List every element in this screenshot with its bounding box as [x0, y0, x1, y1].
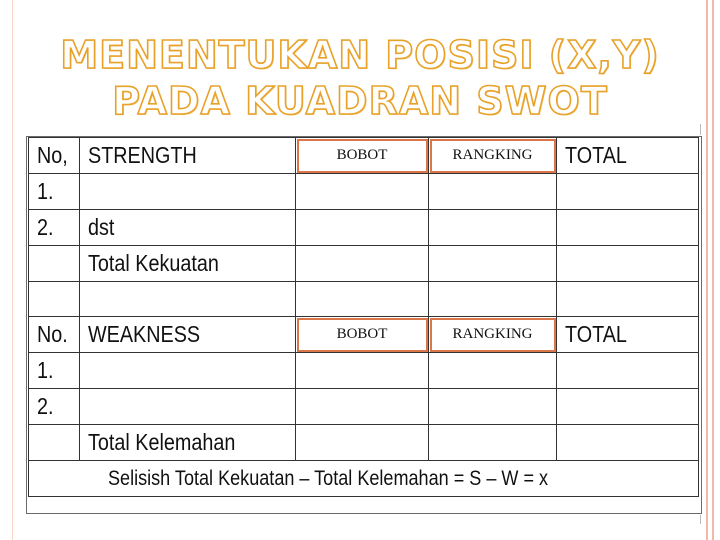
weakness-row-2-no: 2.: [29, 389, 80, 425]
strength-row-1-bobot: [296, 174, 429, 210]
weakness-row-2-name: [80, 389, 296, 425]
strength-bobot-header: BOBOT: [296, 138, 429, 174]
weakness-row-1-name: [80, 353, 296, 389]
strength-total-no: [29, 246, 80, 282]
strength-no-header: No,: [29, 138, 80, 174]
weakness-row-1-rangking: [429, 353, 557, 389]
weakness-row-2-rangking: [429, 389, 557, 425]
strength-row-2-no: 2.: [29, 210, 80, 246]
table-row: [29, 210, 699, 246]
weakness-total-label: Total Kelemahan: [80, 425, 296, 461]
weakness-row-1-no: 1.: [29, 353, 80, 389]
weakness-no-header: No.: [29, 317, 80, 353]
table-row: [29, 389, 699, 425]
slide-title-line-1: MENENTUKAN POSISI (X,Y): [60, 33, 660, 77]
slide-title-line-2: PADA KUADRAN SWOT: [112, 79, 608, 123]
spacer-cell: [429, 282, 557, 317]
strength-row-2-name: dst: [80, 210, 296, 246]
weakness-total-bobot: [296, 425, 429, 461]
weakness-total-rangking: [429, 425, 557, 461]
difference-formula: Selisish Total Kekuatan – Total Kelemahan = S – W = x: [29, 461, 699, 497]
strength-total-header: TOTAL: [557, 138, 699, 174]
weakness-total-header: TOTAL: [557, 317, 699, 353]
weakness-name-header: WEAKNESS: [80, 317, 296, 353]
weakness-row-2-bobot: [296, 389, 429, 425]
spacer-cell: [29, 282, 80, 317]
weakness-rangking-header: RANGKING: [429, 317, 557, 353]
table-row: [29, 246, 699, 282]
strength-row-1-no: 1.: [29, 174, 80, 210]
spacer-row: [29, 282, 699, 317]
spacer-cell: [557, 282, 699, 317]
strength-row-2-bobot: [296, 210, 429, 246]
strength-header-row: [29, 138, 699, 174]
table-row: [29, 425, 699, 461]
strength-row-2-total: [557, 210, 699, 246]
spacer-cell: [80, 282, 296, 317]
swot-table: [28, 137, 699, 497]
strength-total-rangking: [429, 246, 557, 282]
strength-row-1-name: [80, 174, 296, 210]
weakness-row-1-bobot: [296, 353, 429, 389]
strength-total-bobot: [296, 246, 429, 282]
weakness-total-no: [29, 425, 80, 461]
strength-total-total: [557, 246, 699, 282]
table-row: [29, 353, 699, 389]
strength-row-1-rangking: [429, 174, 557, 210]
spacer-cell: [296, 282, 429, 317]
strength-row-1-total: [557, 174, 699, 210]
weakness-row-1-total: [557, 353, 699, 389]
strength-total-label: Total Kekuatan: [80, 246, 296, 282]
weakness-total-total: [557, 425, 699, 461]
strength-name-header: STRENGTH: [80, 138, 296, 174]
weakness-row-2-total: [557, 389, 699, 425]
strength-rangking-header: RANGKING: [429, 138, 557, 174]
strength-row-2-rangking: [429, 210, 557, 246]
weakness-bobot-header: BOBOT: [296, 317, 429, 353]
slide-title: [0, 32, 720, 124]
weakness-header-row: [29, 317, 699, 353]
table-row: [29, 174, 699, 210]
footer-row: [29, 461, 699, 497]
